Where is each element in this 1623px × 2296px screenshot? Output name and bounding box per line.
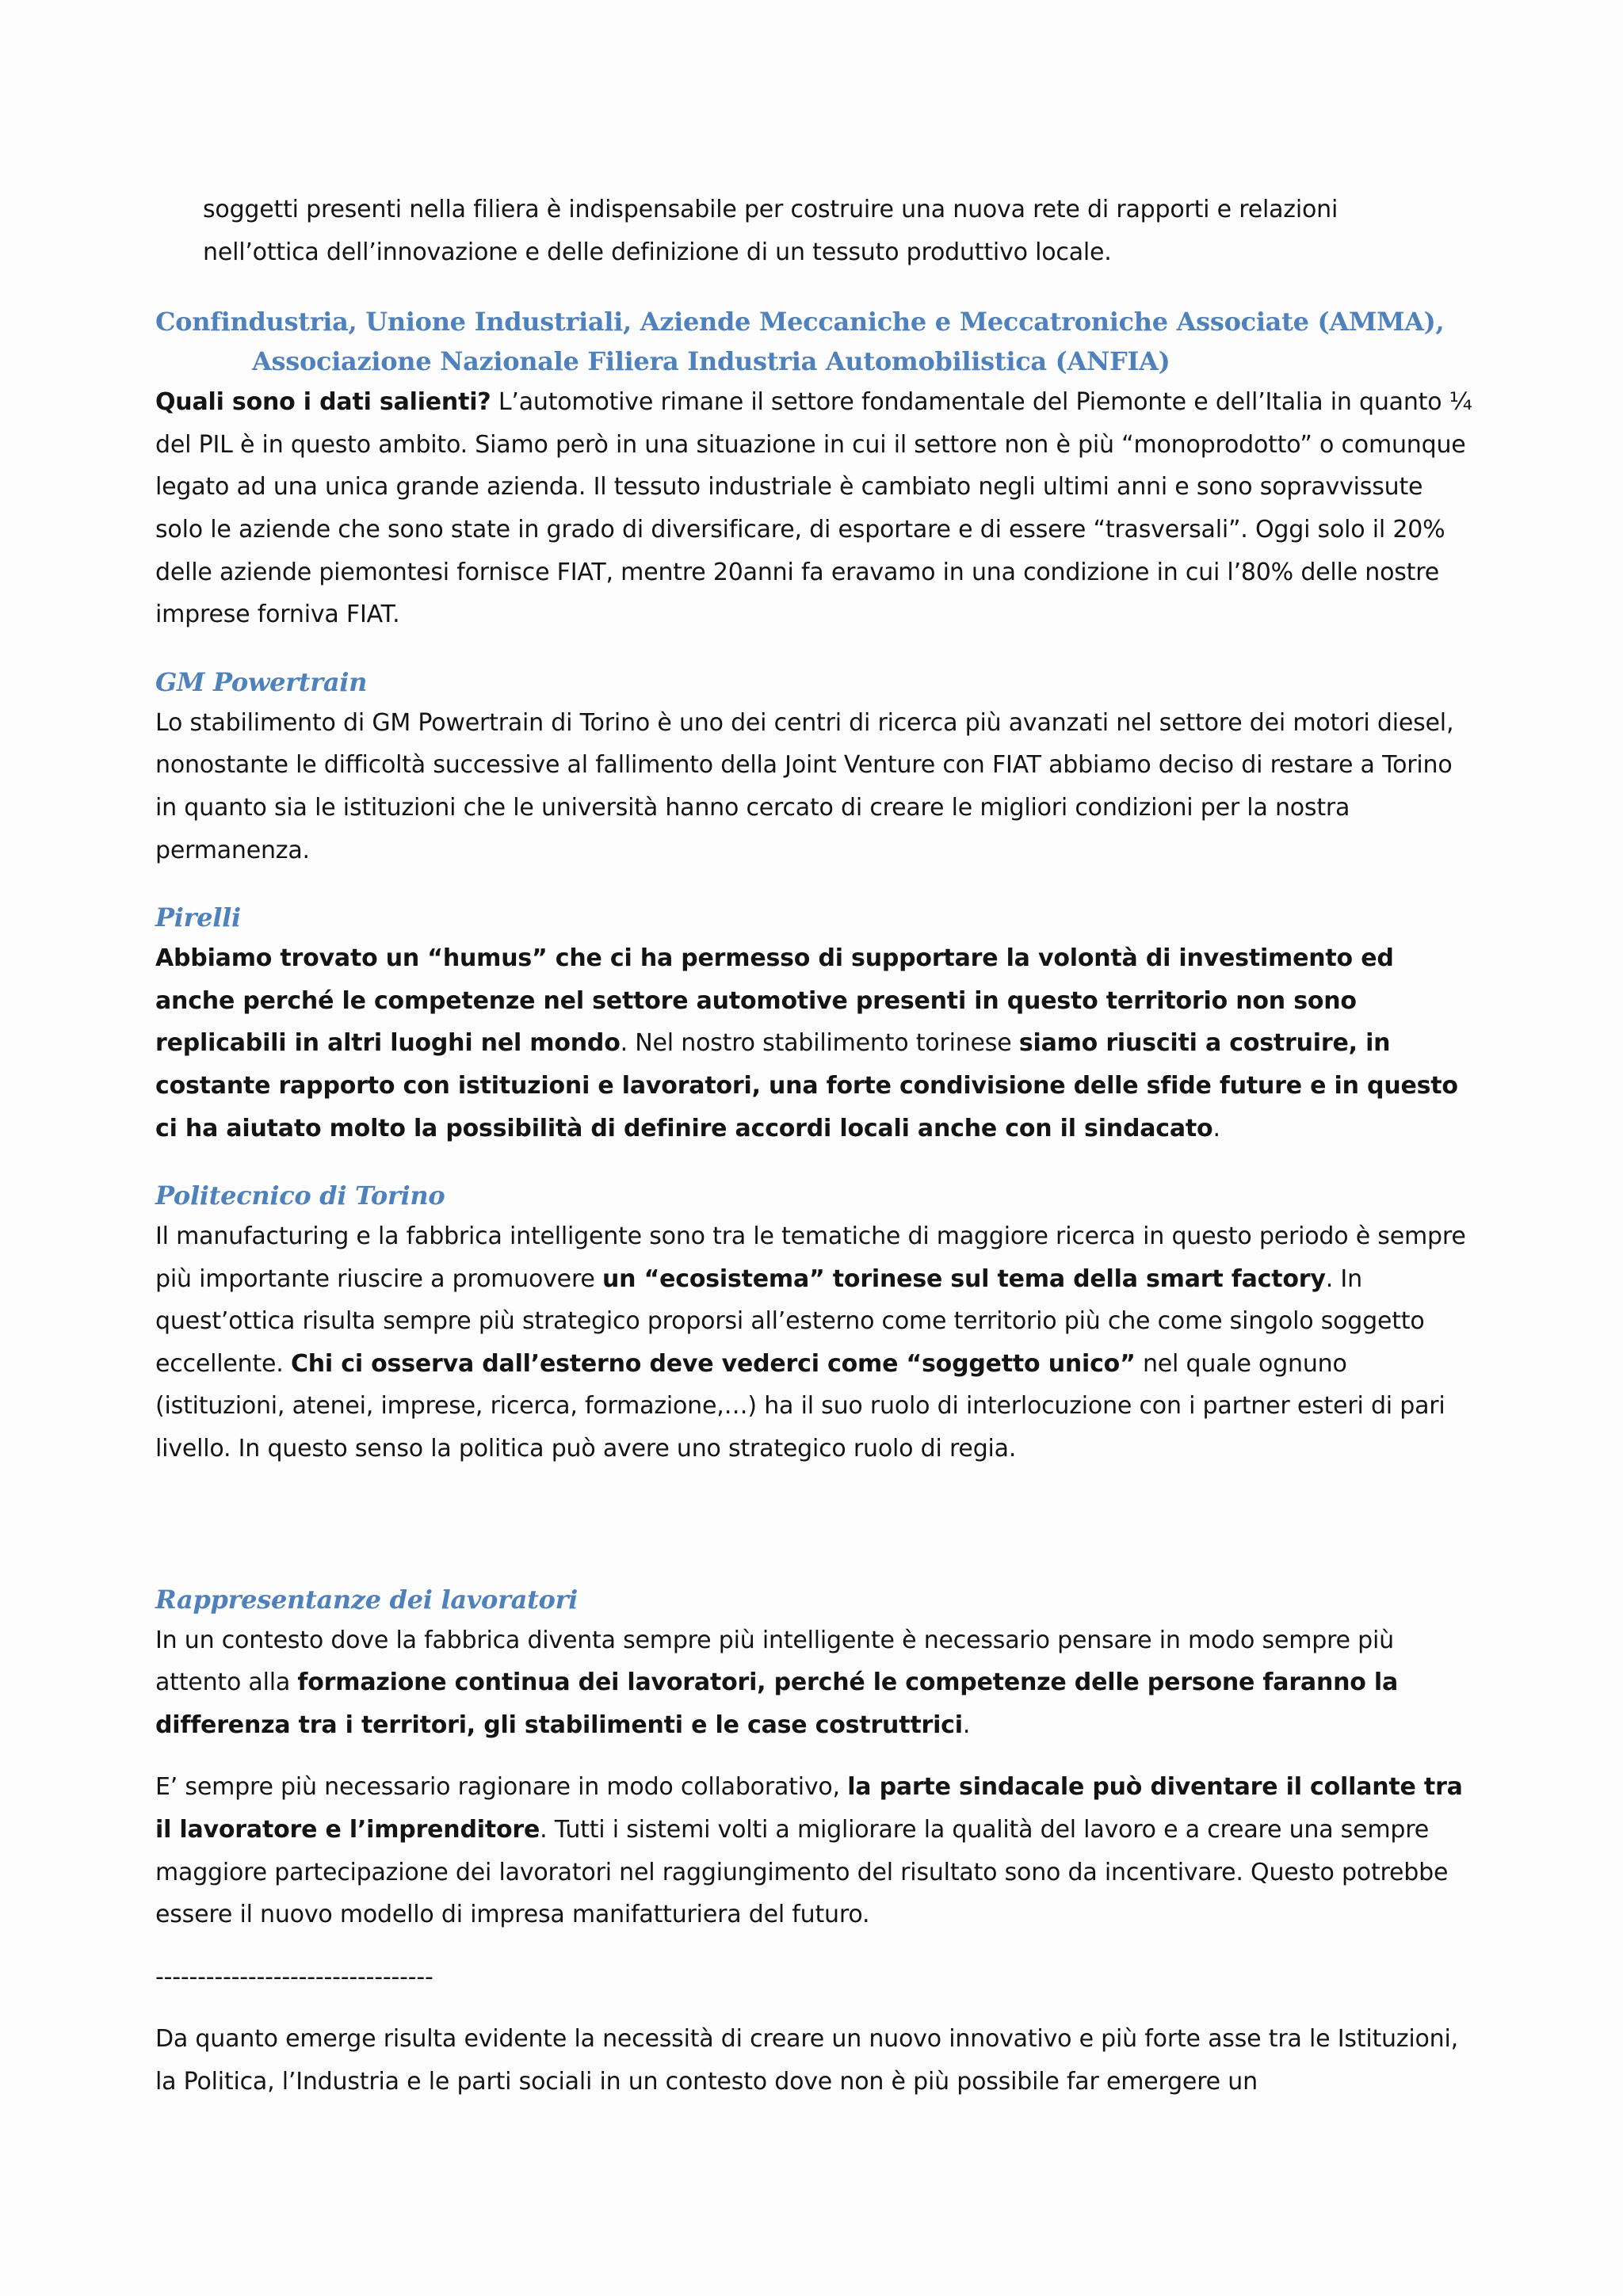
gm-paragraph: Lo stabilimento di GM Powertrain di Torino è uno dei centri di ricerca più avanzati nel settore dei motori diesel, nonostante le difficoltà successive al fallimento della Joint Venture con FIAT abbiamo deciso di restare a Torino in quanto sia le istituzioni che le università hanno cercato di creare le migliori condizioni per la nostra permanenza. [155, 708, 1454, 864]
confindustria-paragraph [155, 381, 1476, 636]
gm-heading: GM Powertrain [155, 666, 368, 697]
lavoratori-paragraph-1 [155, 1619, 1476, 1747]
pirelli-bold-1: Abbiamo trovato un “humus” che ci ha permesso di supportare la volontà di investimento ed anche perché le competenze nel settore automotive presenti in questo territorio non sono replicabili in altri luoghi nel mondo [155, 944, 1394, 1058]
lavoratori-p2-text-2: . Tutti i sistemi volti a migliorare la qualità del lavoro e a creare una sempre maggiore partecipazione dei lavoratori nel raggiungimento del risultato sono da incentivare. Questo potrebbe essere il nuovo modello di impresa manifatturiera del futuro. [155, 1816, 1449, 1929]
confindustria-heading [155, 302, 1476, 381]
pirelli-text-1: . Nel nostro stabilimento torinese [620, 1029, 1019, 1058]
closing-paragraph: Da quanto emerge risulta evidente la necessità di creare un nuovo innovativo e più forte asse tra le Istituzioni, la Politica, l’Industria e le parti sociali in un contesto dove non è più possibile far emergere un [155, 2025, 1458, 2096]
politecnico-paragraph [155, 1215, 1476, 1470]
lavoratori-heading: Rappresentanze dei lavoratori [155, 1584, 579, 1615]
pirelli-bold-2: siamo riusciti a costruire, in costante rapporto con istituzioni e lavoratori, una forte condivisione delle sfide future e in questo ci ha aiutato molto la possibilità di definire accordi locali anche con il sindacato [155, 1029, 1458, 1142]
pirelli-paragraph [155, 937, 1476, 1150]
intro-line-1: soggetti presenti nella filiera è indispensabile per costruire una nuova rete di rapporti e relazioni [203, 196, 1338, 223]
confindustria-question: Quali sono i dati salienti? [155, 388, 491, 417]
lavoratori-paragraph-2 [155, 1766, 1476, 1936]
lavoratori-p1-text-2: . [962, 1711, 971, 1739]
intro-paragraph [155, 189, 1476, 273]
pirelli-heading: Pirelli [155, 902, 241, 933]
politecnico-heading: Politecnico di Torino [155, 1180, 445, 1211]
lavoratori-p1-bold: formazione continua dei lavoratori, perché le competenze delle persone faranno la differenza tra i territori, gli stabilimenti e le case costruttrici [155, 1669, 1399, 1739]
politecnico-text-1: Il manufacturing e la fabbrica intelligente sono tra le tematiche di maggiore ricerca in questo periodo è sempre più importante riuscire a promuovere [155, 1222, 1466, 1293]
pirelli-text-2: . [1212, 1114, 1220, 1142]
lavoratori-p1-text-1: In un contesto dove la fabbrica diventa sempre più intelligente è necessario pensare in modo sempre più attento alla [155, 1626, 1394, 1697]
confindustria-heading-line-2: Associazione Nazionale Filiera Industria Automobilistica (ANFIA) [252, 346, 1170, 377]
lavoratori-p2-bold: la parte sindacale può diventare il collante tra il lavoratore e l’imprenditore [155, 1773, 1463, 1844]
lavoratori-p2-text-1: E’ sempre più necessario ragionare in modo collaborativo, [155, 1773, 848, 1802]
confindustria-heading-line-1: Confindustria, Unione Industriali, Aziende Meccaniche e Meccatroniche Associate (AMMA), [155, 307, 1445, 338]
politecnico-bold-1: un “ecosistema” torinese sul tema della smart factory [602, 1264, 1326, 1293]
intro-line-2: nell’ottica dell’innovazione e delle definizione di un tessuto produttivo locale. [203, 238, 1112, 266]
confindustria-body: L’automotive rimane il settore fondamentale del Piemonte e dell’Italia in quanto ¼ del PIL è in questo ambito. Siamo però in una situazione in cui il settore non è più “monoprodotto” o comunque legato ad una unica grande azienda. Il tessuto industriale è cambiato negli ultimi anni e sono sopravvissute solo le aziende che sono state in grado di diversificare, di esportare e di essere “trasversali”. Oggi solo il 20% delle aziende piemontesi fornisce FIAT, mentre 20anni fa eravamo in una condizione in cui l’80% delle nostre imprese forniva FIAT. [155, 388, 1472, 629]
politecnico-bold-2: Chi ci osserva dall’esterno deve vederci come “soggetto unico” [290, 1349, 1136, 1378]
politecnico-text-2: . In quest’ottica risulta sempre più strategico proporsi all’esterno come territorio più che come singolo soggetto eccellente. [155, 1264, 1425, 1378]
separator-line: --------------------------------- [155, 1962, 433, 1991]
politecnico-text-3: nel quale ognuno (istituzioni, atenei, imprese, ricerca, formazione,…) ha il suo ruolo di interlocuzione con i partner esteri di pari livello. In questo senso la politica può avere uno strategico ruolo di regia. [155, 1349, 1445, 1463]
